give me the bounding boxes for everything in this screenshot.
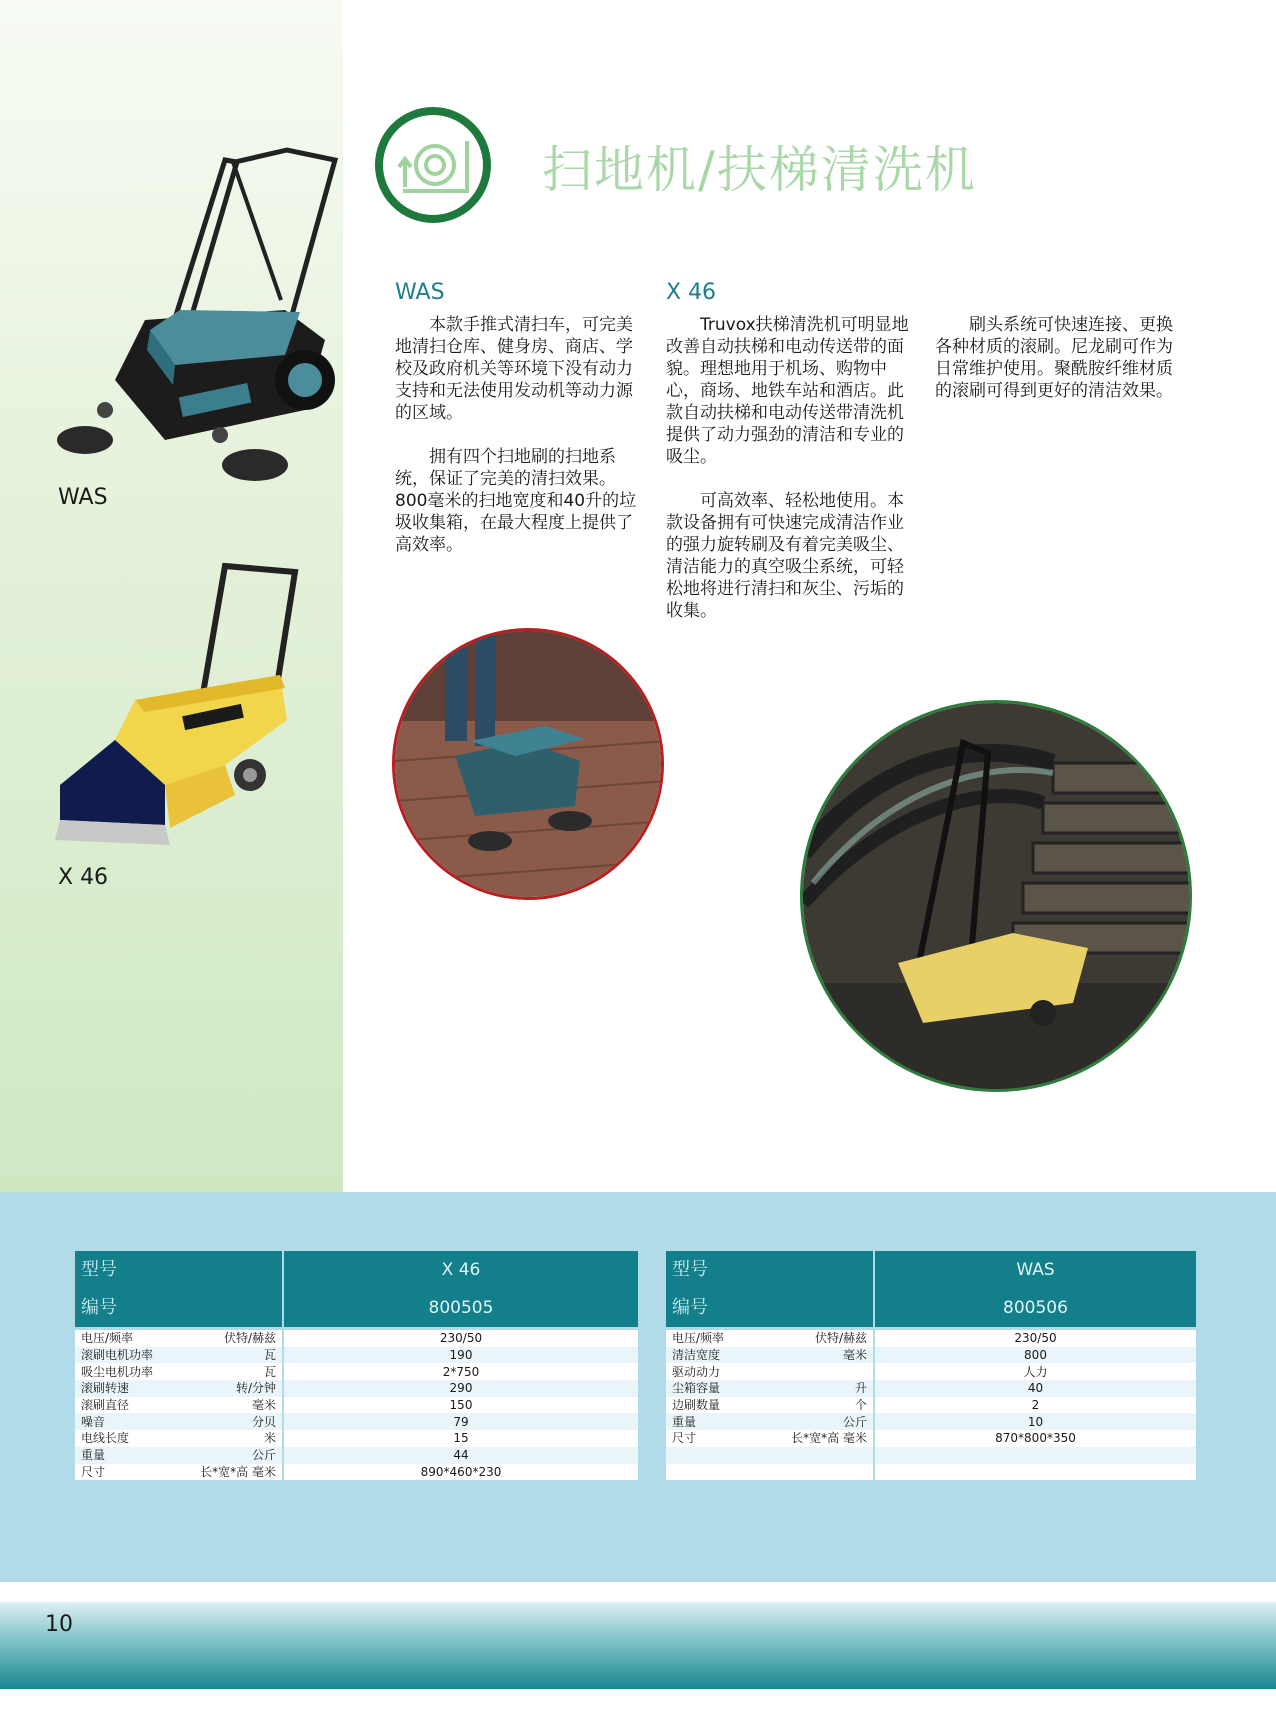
specifications-band (0, 1192, 1276, 1582)
brush-system-description (935, 280, 1180, 424)
model-value: X 46 (283, 1251, 638, 1289)
footer-gradient-bar (0, 1602, 1276, 1689)
page-title: 扫地机/扶梯清洗机 (542, 141, 977, 199)
code-label: 编号 (666, 1289, 874, 1327)
was-description (395, 280, 640, 578)
x46-description (666, 280, 911, 644)
spec-row: 滚刷电机功率 瓦 190 (75, 1347, 638, 1364)
spec-row: 滚刷转速 转/分钟 290 (75, 1380, 638, 1397)
spec-row (666, 1447, 1196, 1464)
spec-row: 电线长度 米 15 (75, 1430, 638, 1447)
spec-row: 电压/频率 伏特/赫兹 230/50 (75, 1330, 638, 1347)
spec-row: 重量 公斤 44 (75, 1447, 638, 1464)
spec-row (666, 1464, 1196, 1481)
was-paragraph-1: 本款手推式清扫车，可完美地清扫仓库、健身房、商店、学校及政府机关等环境下没有动力支持和无法使用发动机等动力源的区域。 (395, 315, 633, 423)
page-footer (0, 1582, 1276, 1719)
x46-paragraph-2: 可高效率、轻松地使用。本款设备拥有可快速完成清洁作业的强力旋转刷及有着完美吸尘、清洁能力的真空吸尘系统，可轻松地将进行清扫和灰尘、污垢的收集。 (666, 491, 904, 621)
code-value: 800505 (283, 1289, 638, 1327)
spec-row: 滚刷直径 毫米 150 (75, 1397, 638, 1414)
was-paragraph-2: 拥有四个扫地刷的扫地系统，保证了完美的清扫效果。800毫米的扫地宽度和40升的垃圾收集箱，在最大程度上提供了高效率。 (395, 447, 637, 555)
x46-escalator-photo (800, 700, 1192, 1092)
sweeper-logo-icon (375, 107, 491, 223)
x46-product-label: X 46 (58, 865, 109, 890)
model-value: WAS (874, 1251, 1196, 1289)
was-heading: WAS (395, 280, 445, 305)
spec-row: 尘箱容量 升 40 (666, 1380, 1196, 1397)
x46-spec-table (75, 1251, 638, 1480)
spec-row: 噪音 分贝 79 (75, 1413, 638, 1430)
third-column-heading-spacer (935, 280, 1180, 308)
was-product-label: WAS (58, 485, 108, 510)
spec-row: 驱动动力 人力 (666, 1363, 1196, 1380)
was-spec-table (666, 1251, 1196, 1480)
x46-heading: X 46 (666, 280, 717, 305)
page-number: 10 (45, 1612, 73, 1637)
spec-row: 吸尘电机功率 瓦 2*750 (75, 1363, 638, 1380)
model-label: 型号 (666, 1251, 874, 1289)
spec-row: 电压/频率 伏特/赫兹 230/50 (666, 1330, 1196, 1347)
code-value: 800506 (874, 1289, 1196, 1327)
spec-row: 尺寸 长*宽*高 毫米 890*460*230 (75, 1464, 638, 1481)
spec-row: 尺寸 长*宽*高 毫米 870*800*350 (666, 1430, 1196, 1447)
spec-row: 边刷数量 个 2 (666, 1397, 1196, 1414)
was-in-use-photo (392, 628, 664, 900)
code-label: 编号 (75, 1289, 283, 1327)
spec-row: 清洁宽度 毫米 800 (666, 1347, 1196, 1364)
x46-paragraph-1: Truvox扶梯清洗机可明显地改善自动扶梯和电动传送带的面貌。理想地用于机场、购物中心，商场、地铁车站和酒店。此款自动扶梯和电动传送带清洗机提供了动力强劲的清洁和专业的吸尘。 (666, 315, 909, 467)
brush-system-paragraph: 刷头系统可快速连接、更换各种材质的滚刷。尼龙刷可作为日常维护使用。聚酰胺纤维材质的滚刷可得到更好的清洁效果。 (935, 315, 1173, 401)
x46-escalator-cleaner-image (55, 560, 325, 850)
spec-row: 重量 公斤 10 (666, 1413, 1196, 1430)
was-sweeper-image (55, 140, 345, 490)
model-label: 型号 (75, 1251, 283, 1289)
